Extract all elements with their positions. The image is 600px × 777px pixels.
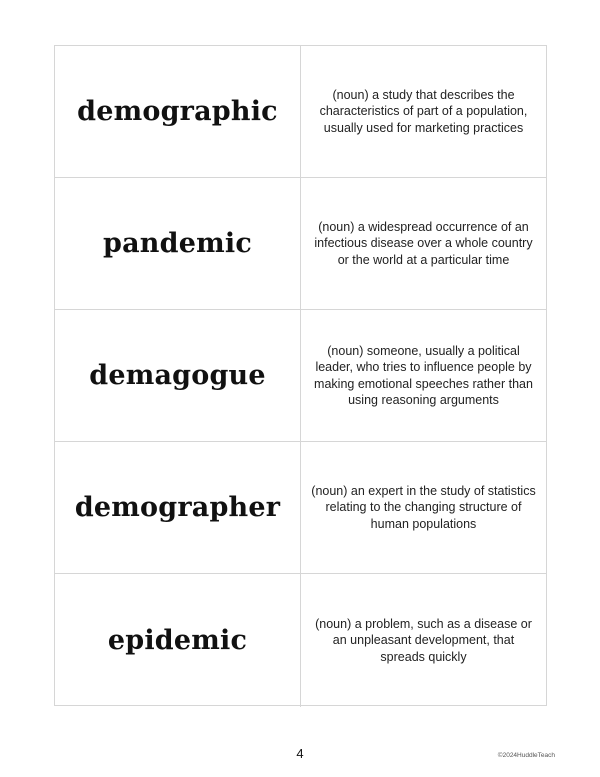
definition-text: (noun) an expert in the study of statistics relating to the changing structure of human populations [311, 483, 536, 531]
flashcard-row [55, 178, 546, 310]
definition-text: (noun) someone, usually a political leader, who tries to influence people by making emotional speeches rather than using reasoning arguments [314, 343, 533, 407]
term-card [55, 442, 301, 573]
term-text: demagogue [89, 360, 266, 391]
flashcard-row [55, 46, 546, 178]
term-card [55, 46, 301, 177]
term-text: demographer [74, 492, 281, 523]
definition-text: (noun) a widespread occurrence of an infectious disease over a whole country or the world at a particular time [314, 219, 533, 267]
term-text: pandemic [103, 228, 252, 259]
definition-card [301, 178, 546, 309]
flashcard-row [55, 574, 546, 707]
copyright-notice: ©2024HuddleTeach [497, 752, 555, 759]
term-card [55, 310, 301, 441]
page-number: 4 [296, 746, 304, 761]
flashcard-row [55, 442, 546, 574]
definition-card [301, 46, 546, 177]
term-text: demographic [77, 96, 278, 127]
term-card [55, 574, 301, 707]
definition-card [301, 442, 546, 573]
definition-text: (noun) a study that describes the characteristics of part of a population, usually used for marketing practices [319, 87, 528, 135]
term-text: epidemic [107, 625, 248, 656]
definition-card [301, 310, 546, 441]
definition-text: (noun) a problem, such as a disease or an unpleasant development, that spreads quickly [315, 616, 532, 664]
definition-card [301, 574, 546, 707]
flashcard-row [55, 310, 546, 442]
flashcard-sheet [54, 45, 547, 706]
term-card [55, 178, 301, 309]
